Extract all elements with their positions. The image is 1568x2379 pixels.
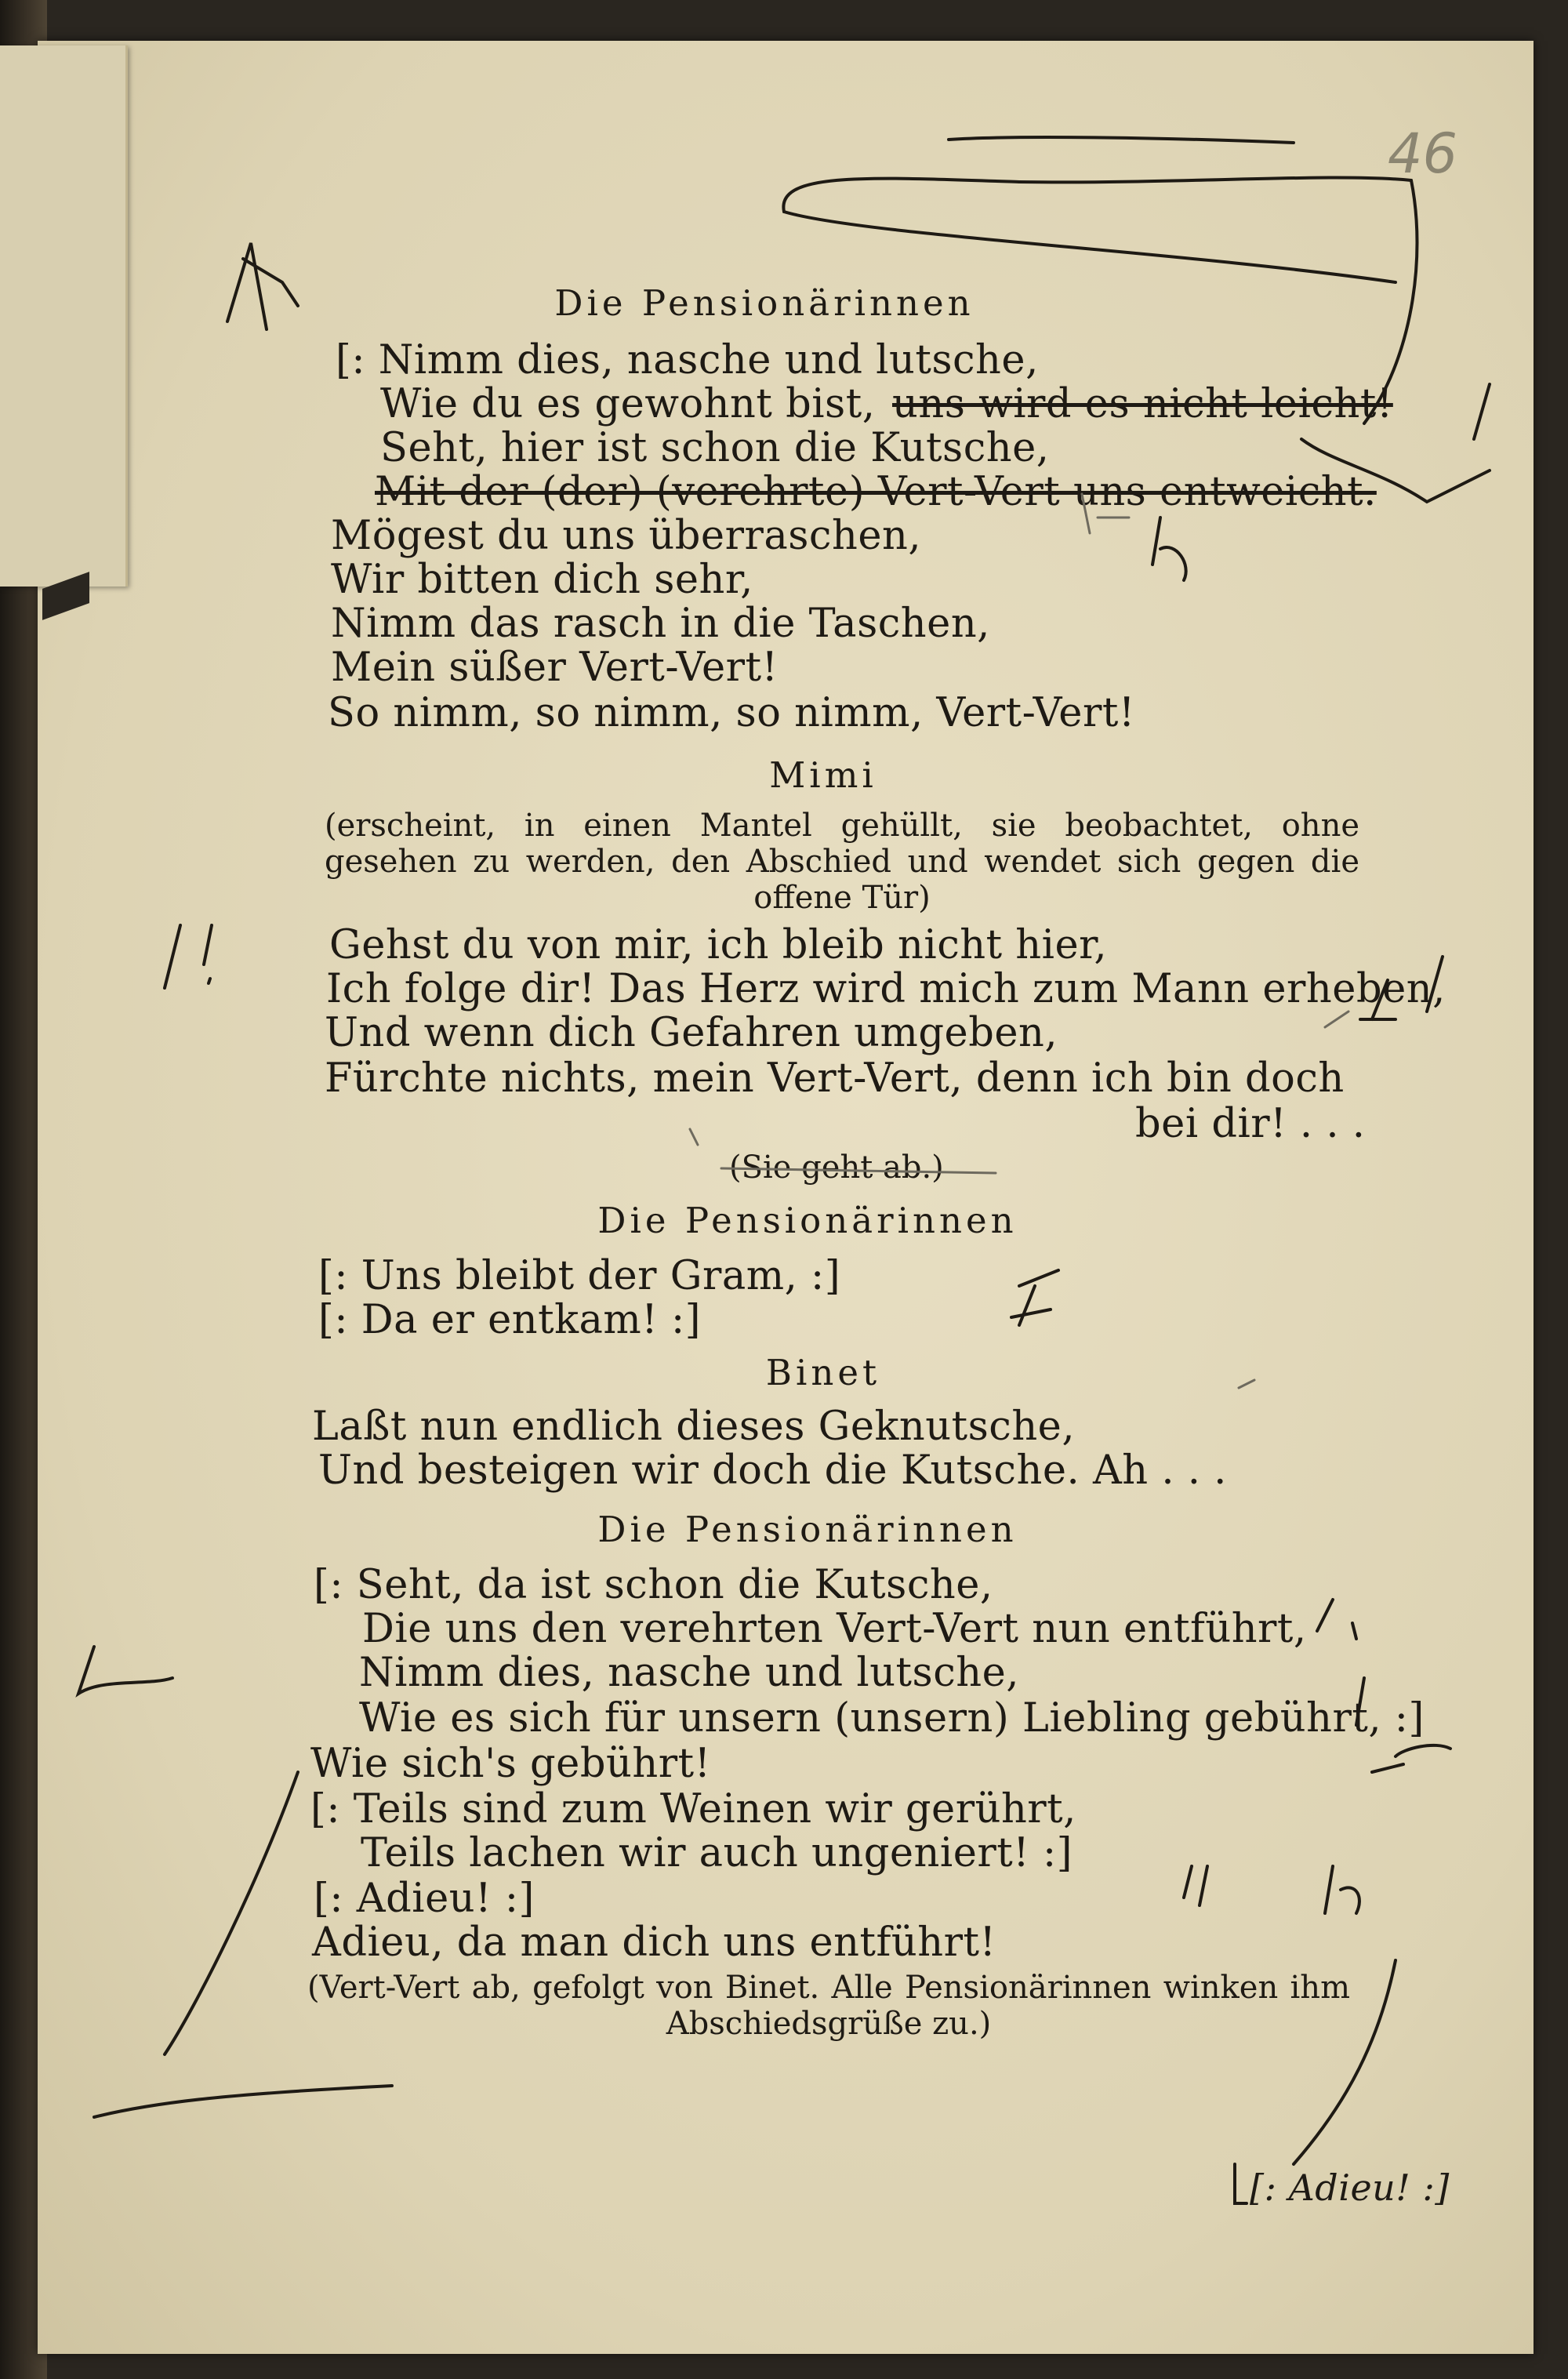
verse-line: Wie sich's gebührt! [310, 1741, 711, 1787]
verse-line: Und besteigen wir doch die Kutsche. Ah . . . [318, 1447, 1227, 1494]
speaker-heading: Die Pensionärinnen [597, 1509, 1018, 1550]
speaker-heading: Mimi [769, 754, 877, 796]
verse-line: bei dir! . . . [1135, 1101, 1366, 1147]
verse-line: Gehst du von mir, ich bleib nicht hier, [329, 922, 1108, 968]
stage-direction: (Vert-Vert ab, gefolgt von Binet. Alle Pensionärinnen winken ihm Abschiedsgrüße zu.) [307, 1970, 1350, 2042]
verse-line: Mein süßer Vert-Vert! [331, 645, 779, 691]
verse-line-struck: uns wird es nicht leicht! [892, 381, 1393, 427]
verse-line: Ich folge dir! Das Herz wird mich zum Mann erheben, [326, 966, 1446, 1012]
verse-line-struck: Mit der (der) (verehrte) Vert-Vert uns entweicht. [375, 469, 1377, 515]
verse-line: Wie es sich für unsern (unsern) Liebling gebührt, :] [359, 1695, 1425, 1742]
verse-line: Nimm das rasch in die Taschen, [331, 601, 990, 647]
verse-line: [: Teils sind zum Weinen wir gerührt, [310, 1786, 1076, 1832]
verse-line: Und wenn dich Gefahren umgeben, [325, 1010, 1058, 1056]
verse-line: [: Adieu! :] [314, 1876, 535, 1922]
verse-line: Fürchte nichts, mein Vert-Vert, denn ich bin doch [325, 1055, 1345, 1102]
verse-line: Wir bitten dich sehr, [331, 557, 753, 603]
verse-line: Laßt nun endlich dieses Geknutsche, [312, 1404, 1076, 1450]
verse-line: [: Seht, da ist schon die Kutsche, [314, 1562, 993, 1608]
verse-line: Seht, hier ist schon die Kutsche, [380, 425, 1050, 471]
speaker-heading: Binet [765, 1352, 881, 1393]
verse-line: So nimm, so nimm, so nimm, Vert-Vert! [328, 690, 1135, 736]
stage-direction: (erscheint, in einen Mantel gehüllt, sie beobachtet, ohne gesehen zu werden, den Abschied und wendet sich gegen die offene Tür) [325, 808, 1359, 916]
verse-line: [: Da er entkam! :] [318, 1297, 702, 1343]
speaker-heading: Die Pensionärinnen [554, 282, 975, 324]
page-number: 46 [1388, 122, 1458, 186]
verse-line: Adieu, da man dich uns entführt! [312, 1920, 996, 1966]
speaker-heading: Die Pensionärinnen [597, 1200, 1018, 1241]
verse-line: [: Uns bleibt der Gram, :] [318, 1253, 841, 1299]
exit-direction: (Sie geht ab.) [729, 1150, 944, 1186]
verse-line: Mögest du uns überraschen, [331, 513, 922, 559]
verse-line: Die uns den verehrten Vert-Vert nun entführt, [362, 1606, 1307, 1652]
verse-line: Nimm dies, nasche und lutsche, [359, 1650, 1020, 1696]
verse-line: Teils lachen wir auch ungeniert! :] [361, 1830, 1073, 1876]
handwritten-adieu-note: [: Adieu! :] [1250, 2167, 1450, 2209]
verse-line: Wie du es gewohnt bist, [380, 381, 876, 427]
verse-line: [: Nimm dies, nasche und lutsche, [336, 337, 1039, 383]
